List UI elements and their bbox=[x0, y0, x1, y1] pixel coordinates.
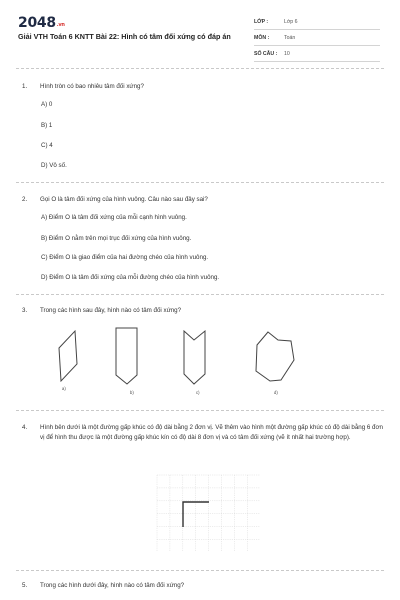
document-title: Giải VTH Toán 6 KNTT Bài 22: Hình có tâm đối xứng có đáp án bbox=[18, 32, 231, 41]
question-number: 4. bbox=[22, 424, 28, 431]
figure-label-c: c) bbox=[196, 390, 200, 395]
question-number: 5. bbox=[22, 582, 28, 589]
meta-value: Toán bbox=[284, 34, 296, 41]
logo-text: 2048 bbox=[18, 15, 56, 31]
meta-key: SỐ CÂU : bbox=[254, 50, 278, 57]
figure-label-b: b) bbox=[130, 390, 134, 395]
option-b[interactable]: B) Điểm O nằm trên mọi trục đối xứng của hình vuông. bbox=[41, 235, 192, 242]
meta-key: LỚP : bbox=[254, 18, 269, 25]
question-text: Gọi O là tâm đối xứng của hình vuông. Câu nào sau đây sai? bbox=[40, 196, 208, 203]
separator bbox=[16, 570, 384, 571]
option-a[interactable]: A) 0 bbox=[41, 101, 53, 108]
question-number: 3. bbox=[22, 307, 28, 314]
option-d[interactable]: D) Vô số. bbox=[41, 162, 67, 169]
option-c[interactable]: C) 4 bbox=[41, 142, 53, 149]
figure-label-a: a) bbox=[62, 386, 66, 391]
figure-label-d: d) bbox=[274, 390, 278, 395]
meta-value: Lớp 6 bbox=[284, 18, 298, 25]
question-text: Trong các hình dưới đây, hình nào có tâm đối xứng? bbox=[40, 582, 185, 589]
option-b[interactable]: B) 1 bbox=[41, 122, 53, 129]
meta-value: 10 bbox=[284, 50, 290, 57]
option-a[interactable]: A) Điểm O là tâm đối xứng của mỗi cạnh hình vuông. bbox=[41, 214, 187, 221]
given-polyline bbox=[183, 502, 209, 527]
question-number: 1. bbox=[22, 83, 28, 90]
option-d[interactable]: D) Điểm O là tâm đối xứng của mỗi đường chéo của hình vuông. bbox=[41, 274, 220, 281]
question-text: Hình tròn có bao nhiêu tâm đối xứng? bbox=[40, 83, 144, 90]
option-c[interactable]: C) Điểm O là giao điểm của hai đường chéo của hình vuông. bbox=[41, 254, 209, 261]
question-text: Trong các hình sau đây, hình nào có tâm đối xứng? bbox=[40, 307, 182, 314]
logo-suffix: .vn bbox=[56, 22, 65, 28]
meta-key: MÔN : bbox=[254, 34, 270, 41]
grid-lines bbox=[157, 475, 260, 552]
question-number: 2. bbox=[22, 196, 28, 203]
question-text: Hình bên dưới là một đường gấp khúc có độ dài bằng 2 đơn vị. Vẽ thêm vào hình một đường gấp khúc có độ dài bằng 6 đơn vị để hình thu được là một đường gấp khúc kín có độ dài 8 đơn vị và có tâm đối xứng (vẽ ít nhất hai trường hợp). bbox=[40, 424, 383, 441]
